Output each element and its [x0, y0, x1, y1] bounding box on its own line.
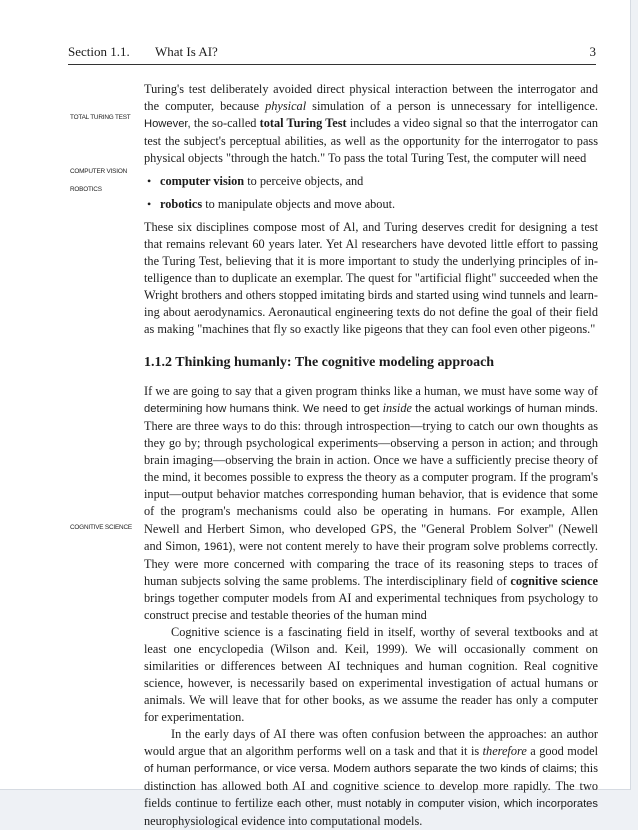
capability-list	[144, 173, 598, 213]
emphasis-physical: physical	[265, 99, 307, 113]
paragraph-early-days	[144, 726, 598, 830]
list-item	[160, 173, 598, 190]
margin-note-total-turing-test: TOTAL TURING TEST	[70, 114, 131, 121]
emphasis-therefore: therefore	[482, 744, 527, 758]
text-run: were not content merely to have their program solve problems correctly. They were more concerned with comparing the trace of its reasoning steps to traces of human subjects solving the same problems. The interdisciplinary field of	[144, 539, 598, 588]
list-item	[160, 196, 598, 213]
paragraph-six-disciplines: These six disciplines compose most of Al, and Turing deserves credit for designing a test that remains relevant 60 years later. Yet Al researchers have devoted little effort to passing the Turing Test, believing that it is more important to study the underlying principles of in-telligence than to duplicate an exemplar. The quest for "artificial flight" succeeded when the Wright brothers and others stopped imitating birds and started using wind tunnels and learn-ing about aerodynamics. Aeronautical engineering texts do not define the goal of their field as making "machines that fly so exactly like pigeons that they can fool even other pigeons."	[144, 220, 598, 336]
text-run: includes a video signal so that the interrogator can test the subject's perceptual abilities, as well as the opportunity for the interrogator to pass physical objects "through the hatch." To pass the total Turing Test, the computer will need	[144, 116, 598, 165]
section-heading: 1.1.2 Thinking humanly: The cognitive modeling approach	[144, 355, 495, 370]
running-header	[68, 44, 596, 60]
text-run: In the early days of AI there was often confusion between the approaches: an author would argue that an algorithm performs well on a task and that it is	[144, 727, 598, 758]
text-run: simulation of a person is unnecessary for intelligence.	[306, 99, 598, 113]
text-run: each other, must notably in computer vision, which incorporates	[276, 798, 598, 810]
header-title: What Is AI?	[155, 44, 218, 59]
text-run: brings together computer models from AI and experimental techniques from psychology to construct precise and testable theories of the human mind	[144, 591, 598, 622]
text-run: the actual workings of human minds.	[411, 403, 598, 415]
text-run: this distinction has allowed both AI and cognitive science to develop more rapidly. The two fields continue to fertilize	[144, 761, 599, 810]
term-robotics: robotics	[160, 197, 203, 211]
text-run: If we are going to say that a given program thinks like a human, we must have some way of	[144, 384, 598, 398]
text-run: example, Allen Newell and Herbert Simon, who developed GPS, the "General Problem Solver" (Newell and Simon,	[144, 504, 598, 553]
text-run: to perceive objects, and	[244, 174, 364, 188]
emphasis-inside: inside	[382, 401, 412, 415]
text-run: neurophysiological evidence into computational models.	[144, 814, 423, 828]
text-run: However,	[144, 118, 191, 130]
text-run: 1961),	[203, 541, 236, 553]
margin-note-robotics: ROBOTICS	[70, 186, 102, 193]
margin-note-cognitive-science: COGNITIVE SCIENCE	[70, 524, 132, 531]
paragraph-cognitive-science-field: Cognitive science is a fascinating field in itself, worthy of several textbooks and at least one encyclopedia (Wilson and. Keil, 1999). We will occasionally comment on similarities or differences between AI techniques and human cognition. Real cognitive science, however, is necessarily based on experimental investigation of actual humans or animals. We will leave that for other books, as we assume the reader has only a computer for experimentation.	[144, 625, 598, 724]
text-run: For	[497, 506, 515, 518]
page-number: 3	[589, 44, 596, 59]
text-run: determining how humans think. We need to get	[144, 403, 383, 415]
body-text	[144, 81, 598, 830]
text-run: to manipulate objects and move about.	[202, 197, 396, 211]
paragraph-total-turing-test	[144, 81, 598, 167]
text-run: Turing's test deliberately avoided direct physical interaction between the interrogator and the computer, because	[144, 82, 598, 113]
margin-note-computer-vision: COMPUTER VISION	[70, 168, 128, 175]
text-run: the so-called	[190, 116, 260, 130]
term-total-turing-test: total Turing Test	[259, 116, 347, 130]
text-run: There are three ways to do this: through introspection—trying to catch our own thoughts as they go by; through psychological experiments—observing a person in action; and through brain imaging—observing the brain in action. Once we have a sufficiently precise theory of the mind, it becomes possible to express the theory as a computer program. If the program's input—output behavior matches corresponding human behavior, that is evidence that some of the program's mechanisms could also be operating in humans.	[144, 419, 598, 518]
header-section: Section 1.1.	[68, 44, 130, 59]
header-rule	[68, 64, 596, 65]
term-computer-vision: computer vision	[160, 174, 245, 188]
text-run: of human performance, or vice versa. Modem authors separate the two kinds of claims;	[144, 763, 578, 775]
text-run: a good model	[526, 744, 598, 758]
paragraph-cognitive-modeling	[144, 383, 598, 624]
term-cognitive-science: cognitive science	[510, 574, 598, 588]
